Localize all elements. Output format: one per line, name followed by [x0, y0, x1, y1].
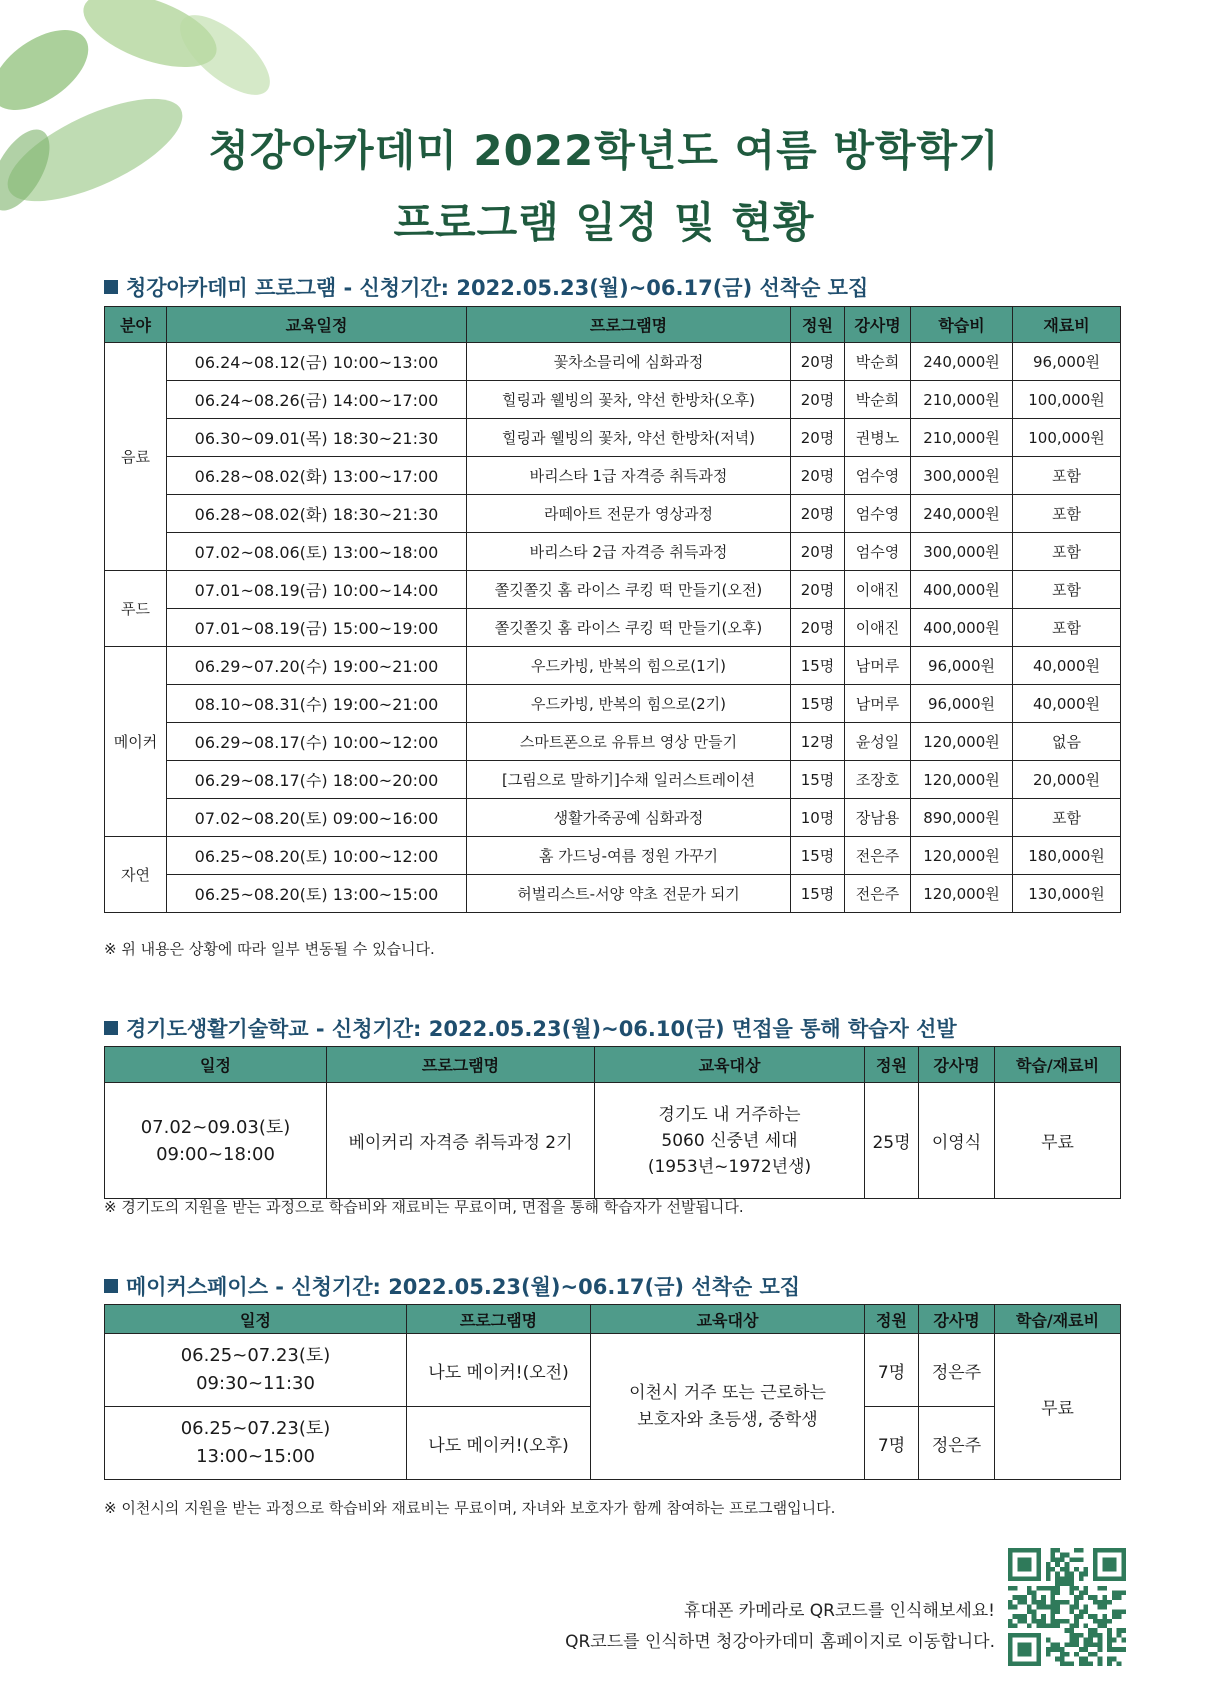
- capacity-cell: 20명: [791, 533, 845, 571]
- schedule-cell: 08.10~08.31(수) 19:00~21:00: [167, 685, 467, 723]
- table-row: [105, 875, 1121, 913]
- col-target: 교육대상: [595, 1047, 865, 1083]
- schedule-time: 09:00~18:00: [156, 1143, 275, 1165]
- material-cell: 포함: [1013, 609, 1121, 647]
- material-cell: 20,000원: [1013, 761, 1121, 799]
- material-cell: 180,000원: [1013, 837, 1121, 875]
- material-cell: 40,000원: [1013, 647, 1121, 685]
- tuition-cell: 400,000원: [911, 571, 1013, 609]
- tuition-cell: 96,000원: [911, 685, 1013, 723]
- program-cell: 생활가죽공예 심화과정: [467, 799, 791, 837]
- instructor-cell: 전은주: [845, 875, 911, 913]
- table-row: [105, 723, 1121, 761]
- target-line: 5060 신중년 세대: [661, 1130, 798, 1151]
- material-cell: 96,000원: [1013, 343, 1121, 381]
- table-row: [105, 761, 1121, 799]
- tuition-cell: 890,000원: [911, 799, 1013, 837]
- schedule-cell: 06.25~08.20(토) 10:00~12:00: [167, 837, 467, 875]
- program-cell: 홈 가드닝-여름 정원 가꾸기: [467, 837, 791, 875]
- fee-cell: 무료: [995, 1083, 1121, 1199]
- program-cell: 쫄깃쫄깃 홈 라이스 쿠킹 떡 만들기(오전): [467, 571, 791, 609]
- program-cell: 꽃차소믈리에 심화과정: [467, 343, 791, 381]
- capacity-cell: 20명: [791, 571, 845, 609]
- program-cell: 쫄깃쫄깃 홈 라이스 쿠킹 떡 만들기(오후): [467, 609, 791, 647]
- schedule-cell: 07.02~08.06(토) 13:00~18:00: [167, 533, 467, 571]
- instructor-cell: 박순희: [845, 343, 911, 381]
- capacity-cell: 20명: [791, 609, 845, 647]
- makerspace-program-table: [104, 1304, 1121, 1480]
- program-cell: 바리스타 1급 자격증 취득과정: [467, 457, 791, 495]
- schedule-cell: 06.24~08.12(금) 10:00~13:00: [167, 343, 467, 381]
- program-cell: 바리스타 2급 자격증 취득과정: [467, 533, 791, 571]
- program-cell: 스마트폰으로 유튜브 영상 만들기: [467, 723, 791, 761]
- target-cell: [595, 1083, 865, 1199]
- tuition-cell: 120,000원: [911, 875, 1013, 913]
- schedule-cell: 07.01~08.19(금) 15:00~19:00: [167, 609, 467, 647]
- material-cell: 100,000원: [1013, 381, 1121, 419]
- instructor-cell: 엄수영: [845, 457, 911, 495]
- capacity-cell: 25명: [865, 1083, 919, 1199]
- table-row: [105, 799, 1121, 837]
- instructor-cell: 조장호: [845, 761, 911, 799]
- schedule-cell: 06.30~09.01(목) 18:30~21:30: [167, 419, 467, 457]
- schedule-cell: 06.29~07.20(수) 19:00~21:00: [167, 647, 467, 685]
- target-line: 보호자와 초등생, 중학생: [637, 1409, 818, 1430]
- capacity-cell: 15명: [791, 647, 845, 685]
- material-cell: 포함: [1013, 457, 1121, 495]
- target-line: 이천시 거주 또는 근로하는: [629, 1382, 826, 1403]
- col-tuition: 학습비: [911, 307, 1013, 343]
- square-bullet-icon: [104, 1021, 118, 1035]
- instructor-cell: 남머루: [845, 685, 911, 723]
- program-cell: 허벌리스트-서양 약초 전문가 되기: [467, 875, 791, 913]
- target-line: 경기도 내 거주하는: [658, 1104, 801, 1125]
- schedule-cell: 06.28~08.02(화) 18:30~21:30: [167, 495, 467, 533]
- col-program: 프로그램명: [327, 1047, 595, 1083]
- table-row: [105, 381, 1121, 419]
- instructor-cell: 정은주: [919, 1334, 995, 1407]
- qr-instructions: [515, 1596, 995, 1658]
- material-cell: 100,000원: [1013, 419, 1121, 457]
- qr-text-line: QR코드를 인식하면 청강아카데미 홈페이지로 이동합니다.: [565, 1632, 995, 1652]
- capacity-cell: 7명: [865, 1407, 919, 1480]
- instructor-cell: 장남용: [845, 799, 911, 837]
- table-row: [105, 571, 1121, 609]
- table-row: [105, 343, 1121, 381]
- category-cell: 메이커: [105, 647, 167, 837]
- col-material: 재료비: [1013, 307, 1121, 343]
- instructor-cell: 전은주: [845, 837, 911, 875]
- tuition-cell: 120,000원: [911, 723, 1013, 761]
- table-row: [105, 685, 1121, 723]
- col-schedule: 일정: [105, 1305, 407, 1334]
- col-instructor: 강사명: [845, 307, 911, 343]
- tuition-cell: 240,000원: [911, 343, 1013, 381]
- tuition-cell: 300,000원: [911, 457, 1013, 495]
- schedule-date: 06.25~07.23(토): [180, 1418, 331, 1439]
- category-cell: 자연: [105, 837, 167, 913]
- capacity-cell: 20명: [791, 381, 845, 419]
- tuition-cell: 120,000원: [911, 837, 1013, 875]
- capacity-cell: 10명: [791, 799, 845, 837]
- program-cell: 힐링과 웰빙의 꽃차, 약선 한방차(저녁): [467, 419, 791, 457]
- table-row: [105, 495, 1121, 533]
- material-cell: 포함: [1013, 571, 1121, 609]
- tuition-cell: 400,000원: [911, 609, 1013, 647]
- tuition-cell: 300,000원: [911, 533, 1013, 571]
- table-row: [105, 419, 1121, 457]
- program-cell: 우드카빙, 반복의 힘으로(1기): [467, 647, 791, 685]
- section1-note: ※ 위 내용은 상황에 따라 일부 변동될 수 있습니다.: [104, 940, 435, 958]
- table-row: [105, 647, 1121, 685]
- schedule-cell: 06.24~08.26(금) 14:00~17:00: [167, 381, 467, 419]
- category-cell: 푸드: [105, 571, 167, 647]
- square-bullet-icon: [104, 280, 118, 294]
- material-cell: 40,000원: [1013, 685, 1121, 723]
- qr-code-icon[interactable]: [1008, 1548, 1126, 1666]
- instructor-cell: 권병노: [845, 419, 911, 457]
- program-cell: 베이커리 자격증 취득과정 2기: [327, 1083, 595, 1199]
- schedule-time: 09:30~11:30: [196, 1373, 315, 1394]
- col-target: 교육대상: [591, 1305, 865, 1334]
- category-cell: 음료: [105, 343, 167, 571]
- tuition-cell: 96,000원: [911, 647, 1013, 685]
- schedule-cell: 06.29~08.17(수) 10:00~12:00: [167, 723, 467, 761]
- schedule-cell: 07.02~08.20(토) 09:00~16:00: [167, 799, 467, 837]
- col-category: 분야: [105, 307, 167, 343]
- section3-note: ※ 이천시의 지원을 받는 과정으로 학습비와 재료비는 무료이며, 자녀와 보호자가 함께 참여하는 프로그램입니다.: [104, 1499, 836, 1517]
- material-cell: 130,000원: [1013, 875, 1121, 913]
- col-program: 프로그램명: [407, 1305, 591, 1334]
- qr-text-line: 휴대폰 카메라로 QR코드를 인식해보세요!: [684, 1601, 995, 1621]
- gyeonggi-program-table: [104, 1046, 1121, 1199]
- schedule-cell: 06.29~08.17(수) 18:00~20:00: [167, 761, 467, 799]
- academy-program-table: [104, 306, 1121, 913]
- table-row: [105, 457, 1121, 495]
- schedule-cell: [105, 1407, 407, 1480]
- program-cell: 힐링과 웰빙의 꽃차, 약선 한방차(오후): [467, 381, 791, 419]
- capacity-cell: 15명: [791, 761, 845, 799]
- instructor-cell: 박순희: [845, 381, 911, 419]
- tuition-cell: 120,000원: [911, 761, 1013, 799]
- schedule-date: 06.25~07.23(토): [180, 1345, 331, 1366]
- capacity-cell: 20명: [791, 457, 845, 495]
- capacity-cell: 20명: [791, 343, 845, 381]
- capacity-cell: 20명: [791, 495, 845, 533]
- square-bullet-icon: [104, 1279, 118, 1293]
- col-capacity: 정원: [865, 1305, 919, 1334]
- program-cell: 나도 메이커!(오전): [407, 1334, 591, 1407]
- instructor-cell: 엄수영: [845, 495, 911, 533]
- section2-note: ※ 경기도의 지원을 받는 과정으로 학습비와 재료비는 무료이며, 면접을 통해 학습자가 선발됩니다.: [104, 1198, 744, 1216]
- program-cell: [그림으로 말하기]수채 일러스트레이션: [467, 761, 791, 799]
- material-cell: 포함: [1013, 533, 1121, 571]
- instructor-cell: 엄수영: [845, 533, 911, 571]
- page-subtitle: 프로그램 일정 및 현황: [393, 198, 815, 247]
- capacity-cell: 7명: [865, 1334, 919, 1407]
- table-row: [105, 1334, 1121, 1407]
- program-cell: 우드카빙, 반복의 힘으로(2기): [467, 685, 791, 723]
- instructor-cell: 남머루: [845, 647, 911, 685]
- section3-heading: 메이커스페이스 - 신청기간: 2022.05.23(월)~06.17(금) 선착순 모집: [104, 1271, 800, 1301]
- target-line: (1953년~1972년생): [647, 1156, 812, 1177]
- program-cell: 라떼아트 전문가 영상과정: [467, 495, 791, 533]
- instructor-cell: 이애진: [845, 609, 911, 647]
- schedule-date: 07.02~09.03(토): [140, 1116, 291, 1138]
- page-title: 청강아카데미 2022학년도 여름 방학학기: [208, 126, 1000, 175]
- instructor-cell: 정은주: [919, 1407, 995, 1480]
- table-row: [105, 837, 1121, 875]
- material-cell: 없음: [1013, 723, 1121, 761]
- col-schedule: 교육일정: [167, 307, 467, 343]
- capacity-cell: 15명: [791, 875, 845, 913]
- material-cell: 포함: [1013, 799, 1121, 837]
- capacity-cell: 15명: [791, 685, 845, 723]
- col-instructor: 강사명: [919, 1047, 995, 1083]
- tuition-cell: 210,000원: [911, 419, 1013, 457]
- material-cell: 포함: [1013, 495, 1121, 533]
- section1-heading: 청강아카데미 프로그램 - 신청기간: 2022.05.23(월)~06.17(금) 선착순 모집: [104, 272, 868, 302]
- section2-heading: 경기도생활기술학교 - 신청기간: 2022.05.23(월)~06.10(금) 면접을 통해 학습자 선발: [104, 1013, 957, 1043]
- capacity-cell: 20명: [791, 419, 845, 457]
- col-capacity: 정원: [791, 307, 845, 343]
- instructor-cell: 이영식: [919, 1083, 995, 1199]
- col-program: 프로그램명: [467, 307, 791, 343]
- capacity-cell: 12명: [791, 723, 845, 761]
- table-row: [105, 533, 1121, 571]
- tuition-cell: 240,000원: [911, 495, 1013, 533]
- capacity-cell: 15명: [791, 837, 845, 875]
- col-fee: 학습/재료비: [995, 1305, 1121, 1334]
- schedule-cell: [105, 1083, 327, 1199]
- col-fee: 학습/재료비: [995, 1047, 1121, 1083]
- schedule-time: 13:00~15:00: [196, 1446, 315, 1467]
- instructor-cell: 윤성일: [845, 723, 911, 761]
- table-row: [105, 1083, 1121, 1199]
- schedule-cell: 06.28~08.02(화) 13:00~17:00: [167, 457, 467, 495]
- col-instructor: 강사명: [919, 1305, 995, 1334]
- schedule-cell: [105, 1334, 407, 1407]
- fee-cell: 무료: [995, 1334, 1121, 1480]
- table-row: [105, 609, 1121, 647]
- target-cell: [591, 1334, 865, 1480]
- program-cell: 나도 메이커!(오후): [407, 1407, 591, 1480]
- col-schedule: 일정: [105, 1047, 327, 1083]
- tuition-cell: 210,000원: [911, 381, 1013, 419]
- instructor-cell: 이애진: [845, 571, 911, 609]
- schedule-cell: 07.01~08.19(금) 10:00~14:00: [167, 571, 467, 609]
- col-capacity: 정원: [865, 1047, 919, 1083]
- schedule-cell: 06.25~08.20(토) 13:00~15:00: [167, 875, 467, 913]
